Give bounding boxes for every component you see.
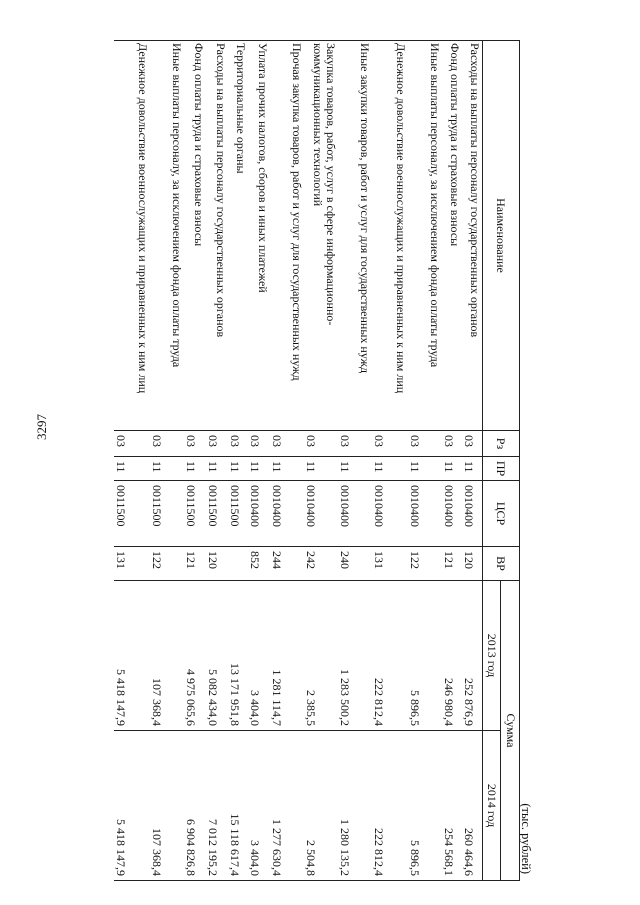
row-pr: 11: [151, 457, 185, 481]
row-vr: 242: [305, 547, 339, 581]
row-2013: 252 876,9: [463, 581, 483, 731]
row-2014: 1 280 135,2: [339, 731, 373, 881]
row-pr: 11: [185, 457, 207, 481]
table-row: [463, 41, 483, 881]
header-sum: Сумма: [501, 581, 520, 881]
row-2013: 13 171 951,8: [229, 581, 249, 731]
row-name: Иные выплаты персоналу, за исключением фонда оплаты труда: [409, 41, 443, 431]
row-pr: 11: [271, 457, 305, 481]
row-vr: [229, 547, 249, 581]
row-pr: 11: [249, 457, 271, 481]
row-vr: 852: [249, 547, 271, 581]
row-2013: 5 082 434,0: [207, 581, 229, 731]
row-2013: 5 418 147,9: [115, 581, 151, 731]
row-vr: 121: [185, 547, 207, 581]
row-rz: 03: [409, 431, 443, 457]
row-csr: 0011500: [229, 481, 249, 547]
table-row: [305, 41, 339, 881]
row-2013: 222 812,4: [373, 581, 409, 731]
table-row: [443, 41, 463, 881]
row-vr: 240: [339, 547, 373, 581]
table-row: [373, 41, 409, 881]
row-name: Иные выплаты персоналу, за исключением фонда оплаты труда: [151, 41, 185, 431]
budget-table: [115, 40, 521, 881]
row-csr: 0011500: [185, 481, 207, 547]
row-rz: 03: [185, 431, 207, 457]
row-name: Фонд оплаты труда и страховые взносы: [443, 41, 463, 431]
table-row: [229, 41, 249, 881]
row-pr: 11: [339, 457, 373, 481]
row-name: Уплата прочих налогов, сборов и иных платежей: [249, 41, 271, 431]
row-name: Прочая закупка товаров, работ и услуг для государственных нужд: [271, 41, 305, 431]
row-2014: 260 464,6: [463, 731, 483, 881]
header-pr: ПР: [483, 457, 520, 481]
row-2014: 107 368,4: [151, 731, 185, 881]
row-pr: 11: [409, 457, 443, 481]
row-2014: 5 418 147,9: [115, 731, 151, 881]
header-csr: ЦСР: [483, 481, 520, 547]
row-2014: 5 896,5: [409, 731, 443, 881]
row-pr: 11: [305, 457, 339, 481]
header-vr: ВР: [483, 547, 520, 581]
table-row: [151, 41, 185, 881]
row-2014: 2 504,8: [305, 731, 339, 881]
row-2014: 3 404,0: [249, 731, 271, 881]
row-csr: 0010400: [373, 481, 409, 547]
row-2013: 246 980,4: [443, 581, 463, 731]
row-csr: 0010400: [409, 481, 443, 547]
page-number: 3297: [34, 414, 49, 440]
row-pr: 11: [115, 457, 151, 481]
row-pr: 11: [229, 457, 249, 481]
row-csr: 0011500: [207, 481, 229, 547]
row-rz: 03: [249, 431, 271, 457]
row-name: Расходы на выплаты персоналу государственных органов: [207, 41, 229, 431]
row-name: Расходы на выплаты персоналу государственных органов: [463, 41, 483, 431]
table-row: [115, 41, 151, 881]
row-csr: 0011500: [115, 481, 151, 547]
row-rz: 03: [443, 431, 463, 457]
row-name: Денежное довольствие военнослужащих и приравненных к ним лиц: [115, 41, 151, 431]
row-2013: 1 283 500,2: [339, 581, 373, 731]
row-vr: 131: [373, 547, 409, 581]
row-vr: 122: [151, 547, 185, 581]
header-name: Наименование: [483, 41, 520, 431]
row-rz: 03: [151, 431, 185, 457]
row-2014: 254 568,1: [443, 731, 463, 881]
row-rz: 03: [229, 431, 249, 457]
table-row: [249, 41, 271, 881]
rotated-table-region: [114, 40, 533, 880]
header-2014: 2014 год: [483, 731, 502, 881]
row-rz: 03: [373, 431, 409, 457]
row-rz: 03: [115, 431, 151, 457]
row-name: Фонд оплаты труда и страховые взносы: [185, 41, 207, 431]
row-rz: 03: [207, 431, 229, 457]
row-vr: 131: [115, 547, 151, 581]
row-rz: 03: [305, 431, 339, 457]
row-rz: 03: [271, 431, 305, 457]
row-csr: 0010400: [443, 481, 463, 547]
table-row: [271, 41, 305, 881]
row-name: Денежное довольствие военнослужащих и приравненных к ним лиц: [373, 41, 409, 431]
table-row: [207, 41, 229, 881]
row-csr: 0011500: [151, 481, 185, 547]
row-2013: 3 404,0: [249, 581, 271, 731]
row-rz: 03: [463, 431, 483, 457]
row-csr: 0010400: [463, 481, 483, 547]
row-csr: 0010400: [339, 481, 373, 547]
row-name: Закупка товаров, работ, услуг в сфере информационно-коммуникационных технологий: [305, 41, 339, 431]
row-pr: 11: [373, 457, 409, 481]
row-name: Территориальные органы: [229, 41, 249, 431]
row-2014: 7 012 195,2: [207, 731, 229, 881]
row-vr: 122: [409, 547, 443, 581]
row-vr: 120: [463, 547, 483, 581]
table-row: [185, 41, 207, 881]
row-2013: 5 896,5: [409, 581, 443, 731]
row-name: Иные закупки товаров, работ и услуг для государственных нужд: [339, 41, 373, 431]
row-2014: 6 904 826,8: [185, 731, 207, 881]
table-body: [115, 41, 483, 881]
row-vr: 121: [443, 547, 463, 581]
table-row: [409, 41, 443, 881]
table-row: [339, 41, 373, 881]
header-rz: Рз: [483, 431, 520, 457]
row-csr: 0010400: [305, 481, 339, 547]
row-pr: 11: [443, 457, 463, 481]
row-pr: 11: [463, 457, 483, 481]
row-2014: 222 812,4: [373, 731, 409, 881]
units-label: (тыс. рублей): [519, 803, 533, 874]
row-pr: 11: [207, 457, 229, 481]
row-csr: 0010400: [271, 481, 305, 547]
row-2013: 107 368,4: [151, 581, 185, 731]
row-rz: 03: [339, 431, 373, 457]
row-vr: 120: [207, 547, 229, 581]
row-csr: 0010400: [249, 481, 271, 547]
row-2014: 15 118 617,4: [229, 731, 249, 881]
row-vr: 244: [271, 547, 305, 581]
row-2014: 1 277 630,4: [271, 731, 305, 881]
row-2013: 2 385,5: [305, 581, 339, 731]
row-2013: 1 281 114,7: [271, 581, 305, 731]
header-2013: 2013 год: [483, 581, 502, 731]
row-2013: 4 975 065,6: [185, 581, 207, 731]
